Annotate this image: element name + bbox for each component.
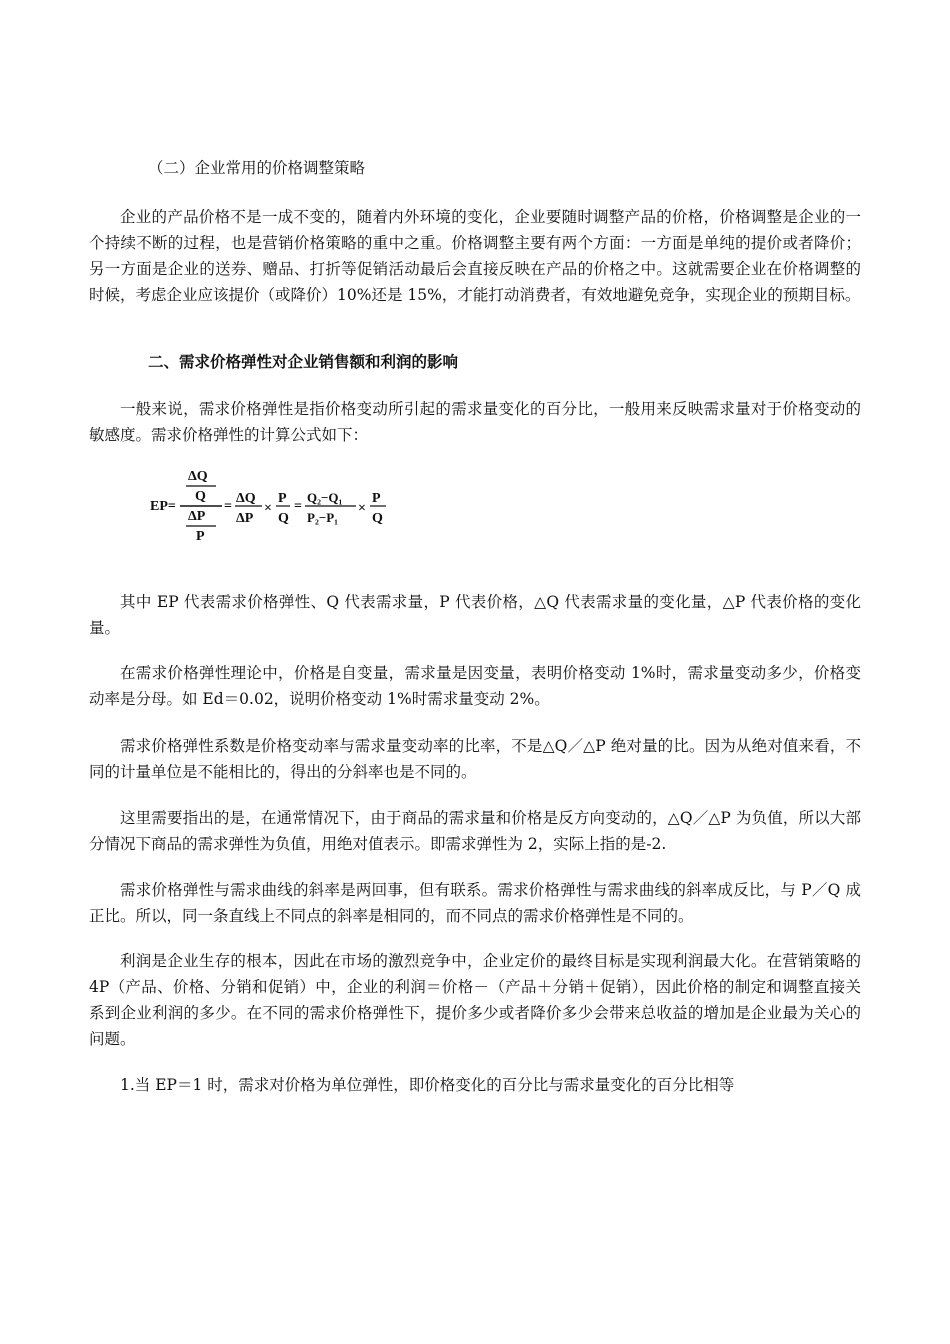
formula-p-bottom: P: [196, 529, 205, 544]
formula-eq-1: =: [224, 499, 232, 514]
paragraph-case-unit-elasticity: 1.当 EP＝1 时，需求对价格为单位弹性，即价格变化的百分比与需求量变化的百分比相等: [120, 1076, 735, 1094]
sub-heading: （二）企业常用的价格调整策略: [148, 159, 366, 177]
formula-q2q1: Q₂−Q₁: [307, 490, 343, 505]
section-heading: 二、需求价格弹性对企业销售额和利润的影响: [148, 353, 459, 371]
formula-dp: ΔP: [236, 511, 254, 526]
formula-p-num: P: [278, 491, 287, 506]
paragraph-elasticity-definition: 一般来说，需求价格弹性是指价格变动所引起的需求量变化的百分比，一般用来反映需求量对于价格变动的敏感度。需求价格弹性的计算公式如下：: [89, 400, 861, 444]
formula-p-num-2: P: [372, 491, 381, 506]
paragraph-symbols: 其中 EP 代表需求价格弹性、Q 代表需求量，P 代表价格，△Q 代表需求量的变化量，△P 代表价格的变化量。: [89, 593, 861, 637]
formula-times-1: ×: [264, 501, 272, 516]
elasticity-formula: [150, 466, 390, 546]
paragraph-profit: 利润是企业生存的根本，因此在市场的激烈竞争中，企业定价的最终目标是实现利润最大化。在营销策略的 4P（产品、价格、分销和促销）中，企业的利润＝价格－（产品＋分销＋促销），因此价格的制定和调整直接关系到企业利润的多少。在不同的需求价格弹性下，提价多少或者降价多少会带来总收益的增加是企业最为关心的问题。: [89, 952, 861, 1048]
paragraph-price-adjustment: 企业的产品价格不是一成不变的，随着内外环境的变化，企业要随时调整产品的价格，价格调整是企业的一个持续不断的过程，也是营销价格策略的重中之重。价格调整主要有两个方面：一方面是单纯的提价或者降价；另一方面是企业的送券、赠品、打折等促销活动最后会直接反映在产品的价格之中。这就需要企业在价格调整的时候，考虑企业应该提价（或降价）10%还是 15%，才能打动消费者，有效地避免竞争，实现企业的预期目标。: [89, 208, 861, 304]
paragraph-ratio: 需求价格弹性系数是价格变动率与需求量变动率的比率，不是△Q／△P 绝对量的比。因为从绝对值来看，不同的计量单位是不能相比的，得出的分斜率也是不同的。: [89, 737, 861, 781]
formula-dp-bottom: ΔP: [188, 509, 206, 524]
formula-times-2: ×: [358, 501, 366, 516]
formula-lhs: EP=: [150, 499, 176, 514]
paragraph-negative-value: 这里需要指出的是，在通常情况下，由于商品的需求量和价格是反方向变动的，△Q／△P 为负值，所以大部分情况下商品的需求弹性为负值，用绝对值表示。即需求弹性为 2，实际上指的是-2.: [89, 809, 861, 853]
formula-dq-top: ΔQ: [188, 469, 208, 484]
formula-p2p1: P₂−P₁: [307, 510, 339, 525]
formula-q-top: Q: [195, 489, 206, 504]
formula-q-den: Q: [278, 511, 289, 526]
paragraph-theory: 在需求价格弹性理论中，价格是自变量，需求量是因变量，表明价格变动 1%时，需求量变动多少，价格变动率是分母。如 Ed＝0.02，说明价格变动 1%时需求量变动 2%。: [89, 664, 861, 708]
formula-q-den-2: Q: [372, 511, 383, 526]
paragraph-slope: 需求价格弹性与需求曲线的斜率是两回事，但有联系。需求价格弹性与需求曲线的斜率成反比，与 P／Q 成正比。所以，同一条直线上不同点的斜率是相同的，而不同点的需求价格弹性是不同的。: [89, 881, 861, 925]
formula-dq: ΔQ: [236, 491, 256, 506]
formula-eq-2: =: [294, 499, 302, 514]
